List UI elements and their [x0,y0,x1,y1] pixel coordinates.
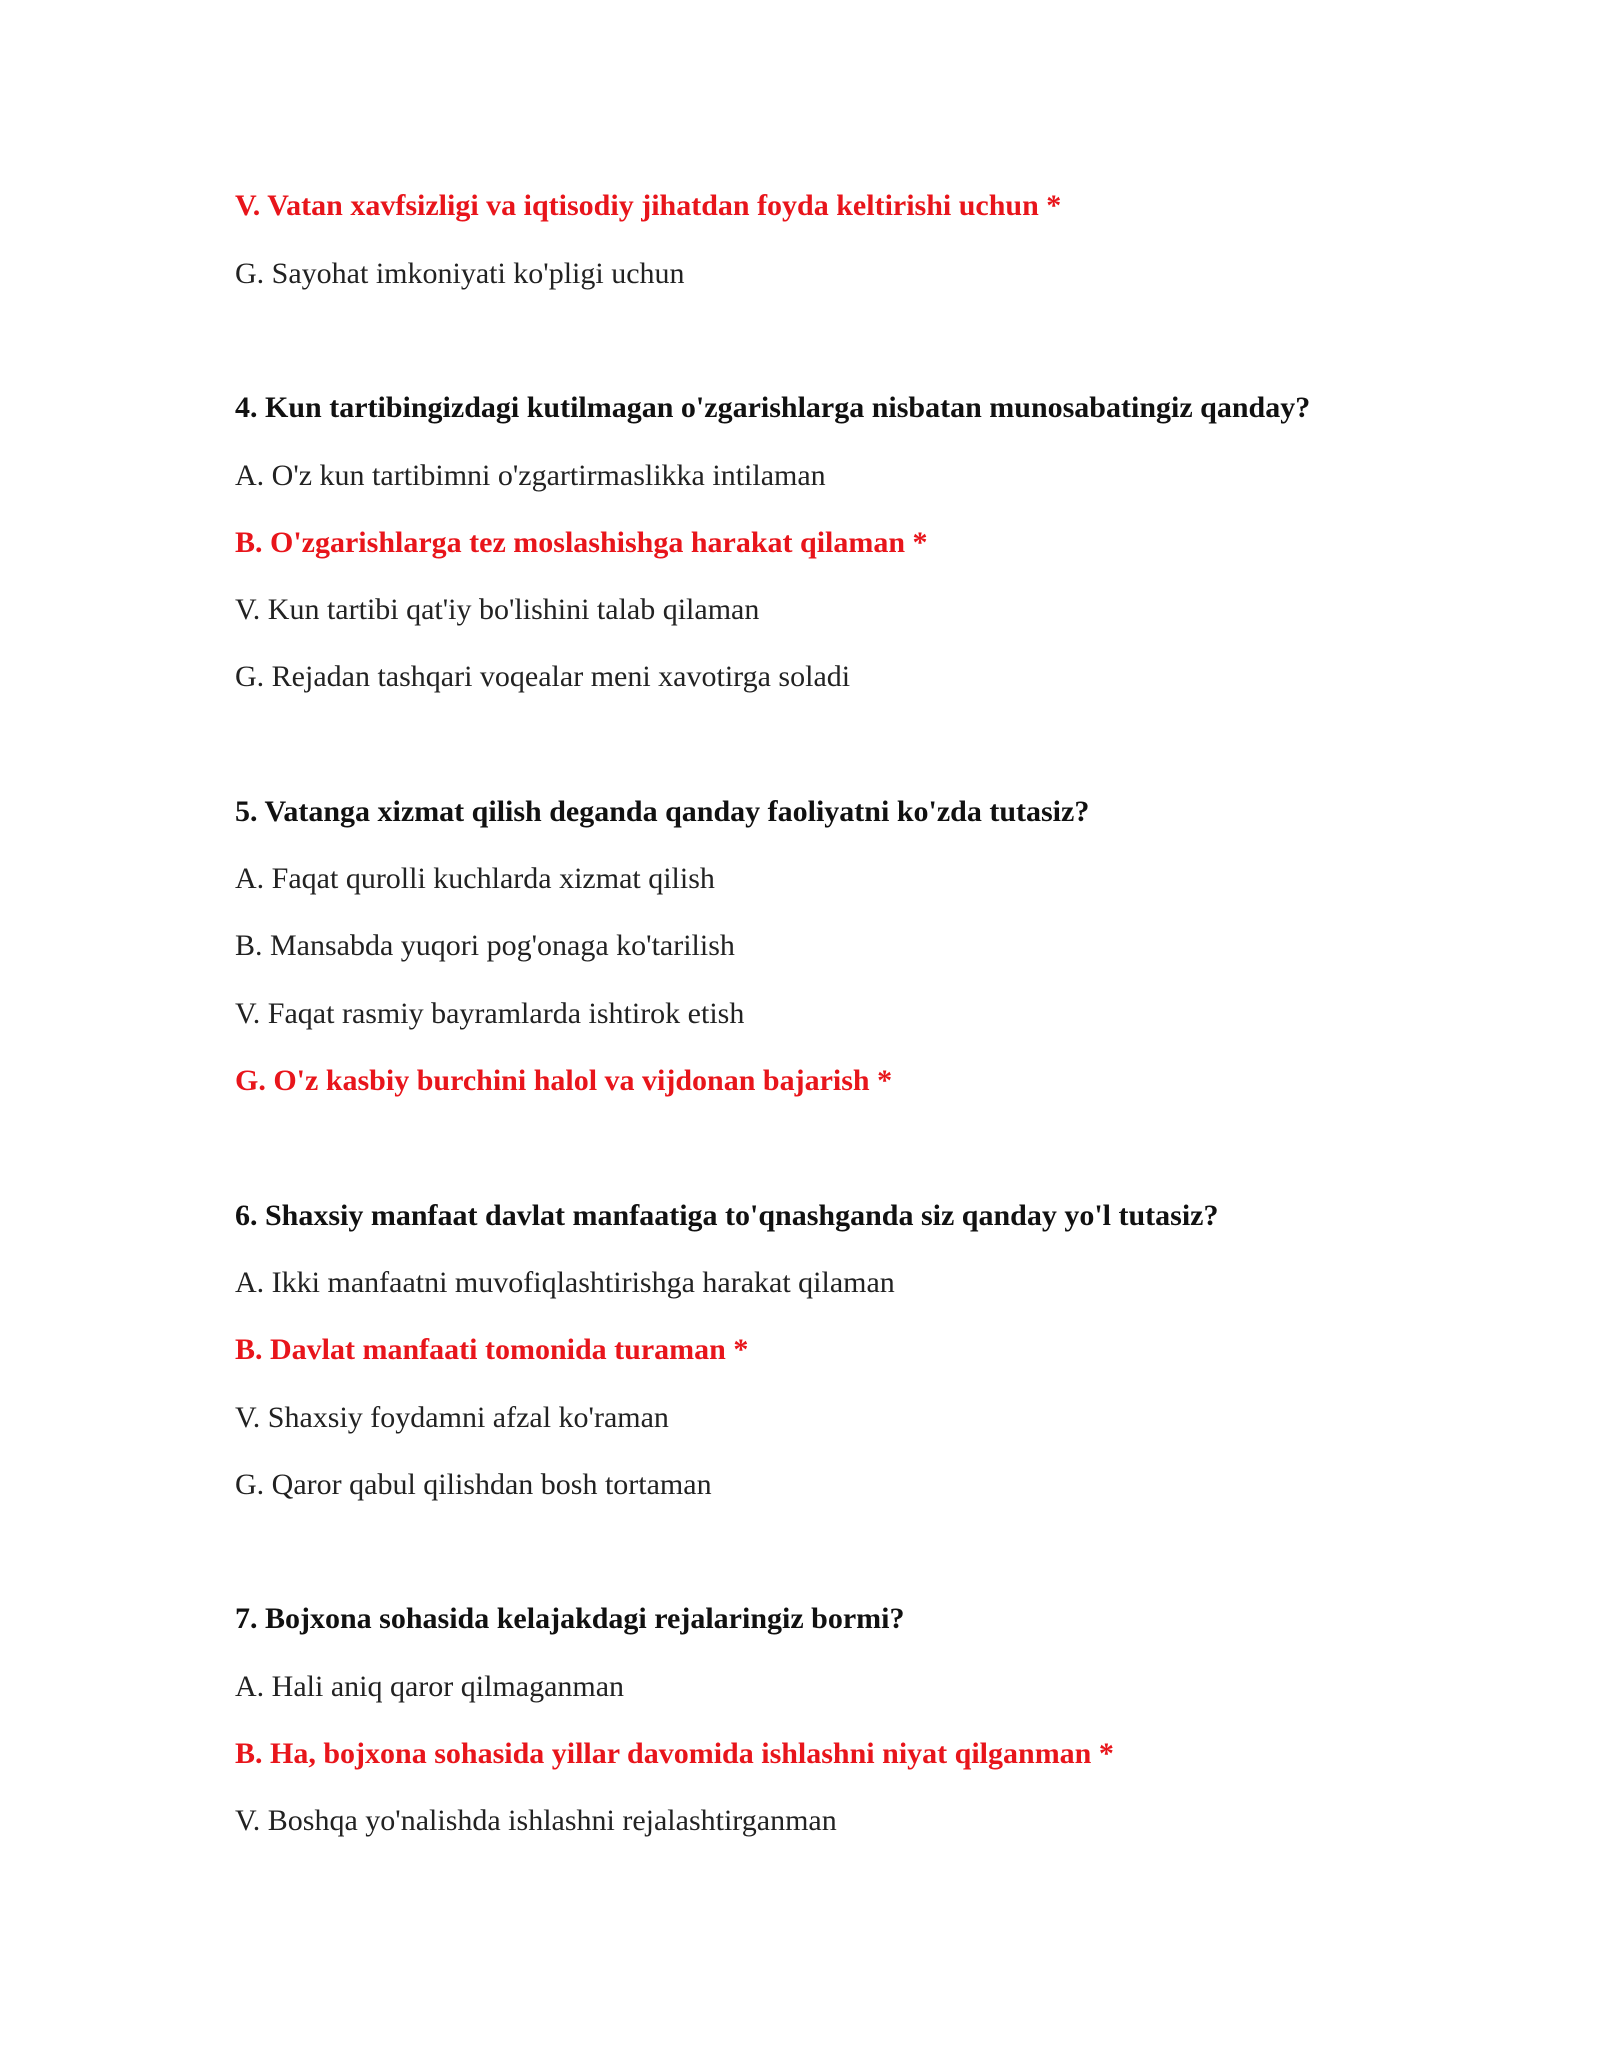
option-4-a: A. O'z kun tartibimni o'zgartirmaslikka intilaman [235,459,826,492]
question-5: 5. Vatanga xizmat qilish deganda qanday faoliyatni ko'zda tutasiz? [235,795,1090,828]
option-4-b: B. O'zgarishlarga tez moslashishga harakat qilaman * [235,526,928,559]
option-5-a: A. Faqat qurolli kuchlarda xizmat qilish [235,862,715,895]
option-3-g: G. Sayohat imkoniyati ko'pligi uchun [235,257,685,290]
option-6-a: A. Ikki manfaatni muvofiqlashtirishga harakat qilaman [235,1266,895,1299]
option-4-v: V. Kun tartibi qat'iy bo'lishini talab qilaman [235,593,760,626]
option-3-v: V. Vatan xavfsizligi va iqtisodiy jihatdan foyda keltirishi uchun * [235,189,1062,222]
option-4-g: G. Rejadan tashqari voqealar meni xavotirga soladi [235,660,851,693]
option-6-b: B. Davlat manfaati tomonida turaman * [235,1333,749,1366]
option-7-a: A. Hali aniq qaror qilmaganman [235,1670,625,1703]
option-7-b: B. Ha, bojxona sohasida yillar davomida ishlashni niyat qilganman * [235,1737,1114,1770]
question-7: 7. Bojxona sohasida kelajakdagi rejalaringiz bormi? [235,1602,905,1635]
option-7-v: V. Boshqa yo'nalishda ishlashni rejalashtirganman [235,1804,837,1837]
option-6-g: G. Qaror qabul qilishdan bosh tortaman [235,1468,712,1501]
option-6-v: V. Shaxsiy foydamni afzal ko'raman [235,1401,669,1434]
question-4: 4. Kun tartibingizdagi kutilmagan o'zgarishlarga nisbatan munosabatingiz qanday? [235,391,1311,424]
question-6: 6. Shaxsiy manfaat davlat manfaatiga to'qnashganda siz qanday yo'l tutasiz? [235,1199,1219,1232]
option-5-g: G. O'z kasbiy burchini halol va vijdonan bajarish * [235,1064,893,1097]
option-5-b: B. Mansabda yuqori pog'onaga ko'tarilish [235,929,735,962]
option-5-v: V. Faqat rasmiy bayramlarda ishtirok etish [235,997,745,1030]
